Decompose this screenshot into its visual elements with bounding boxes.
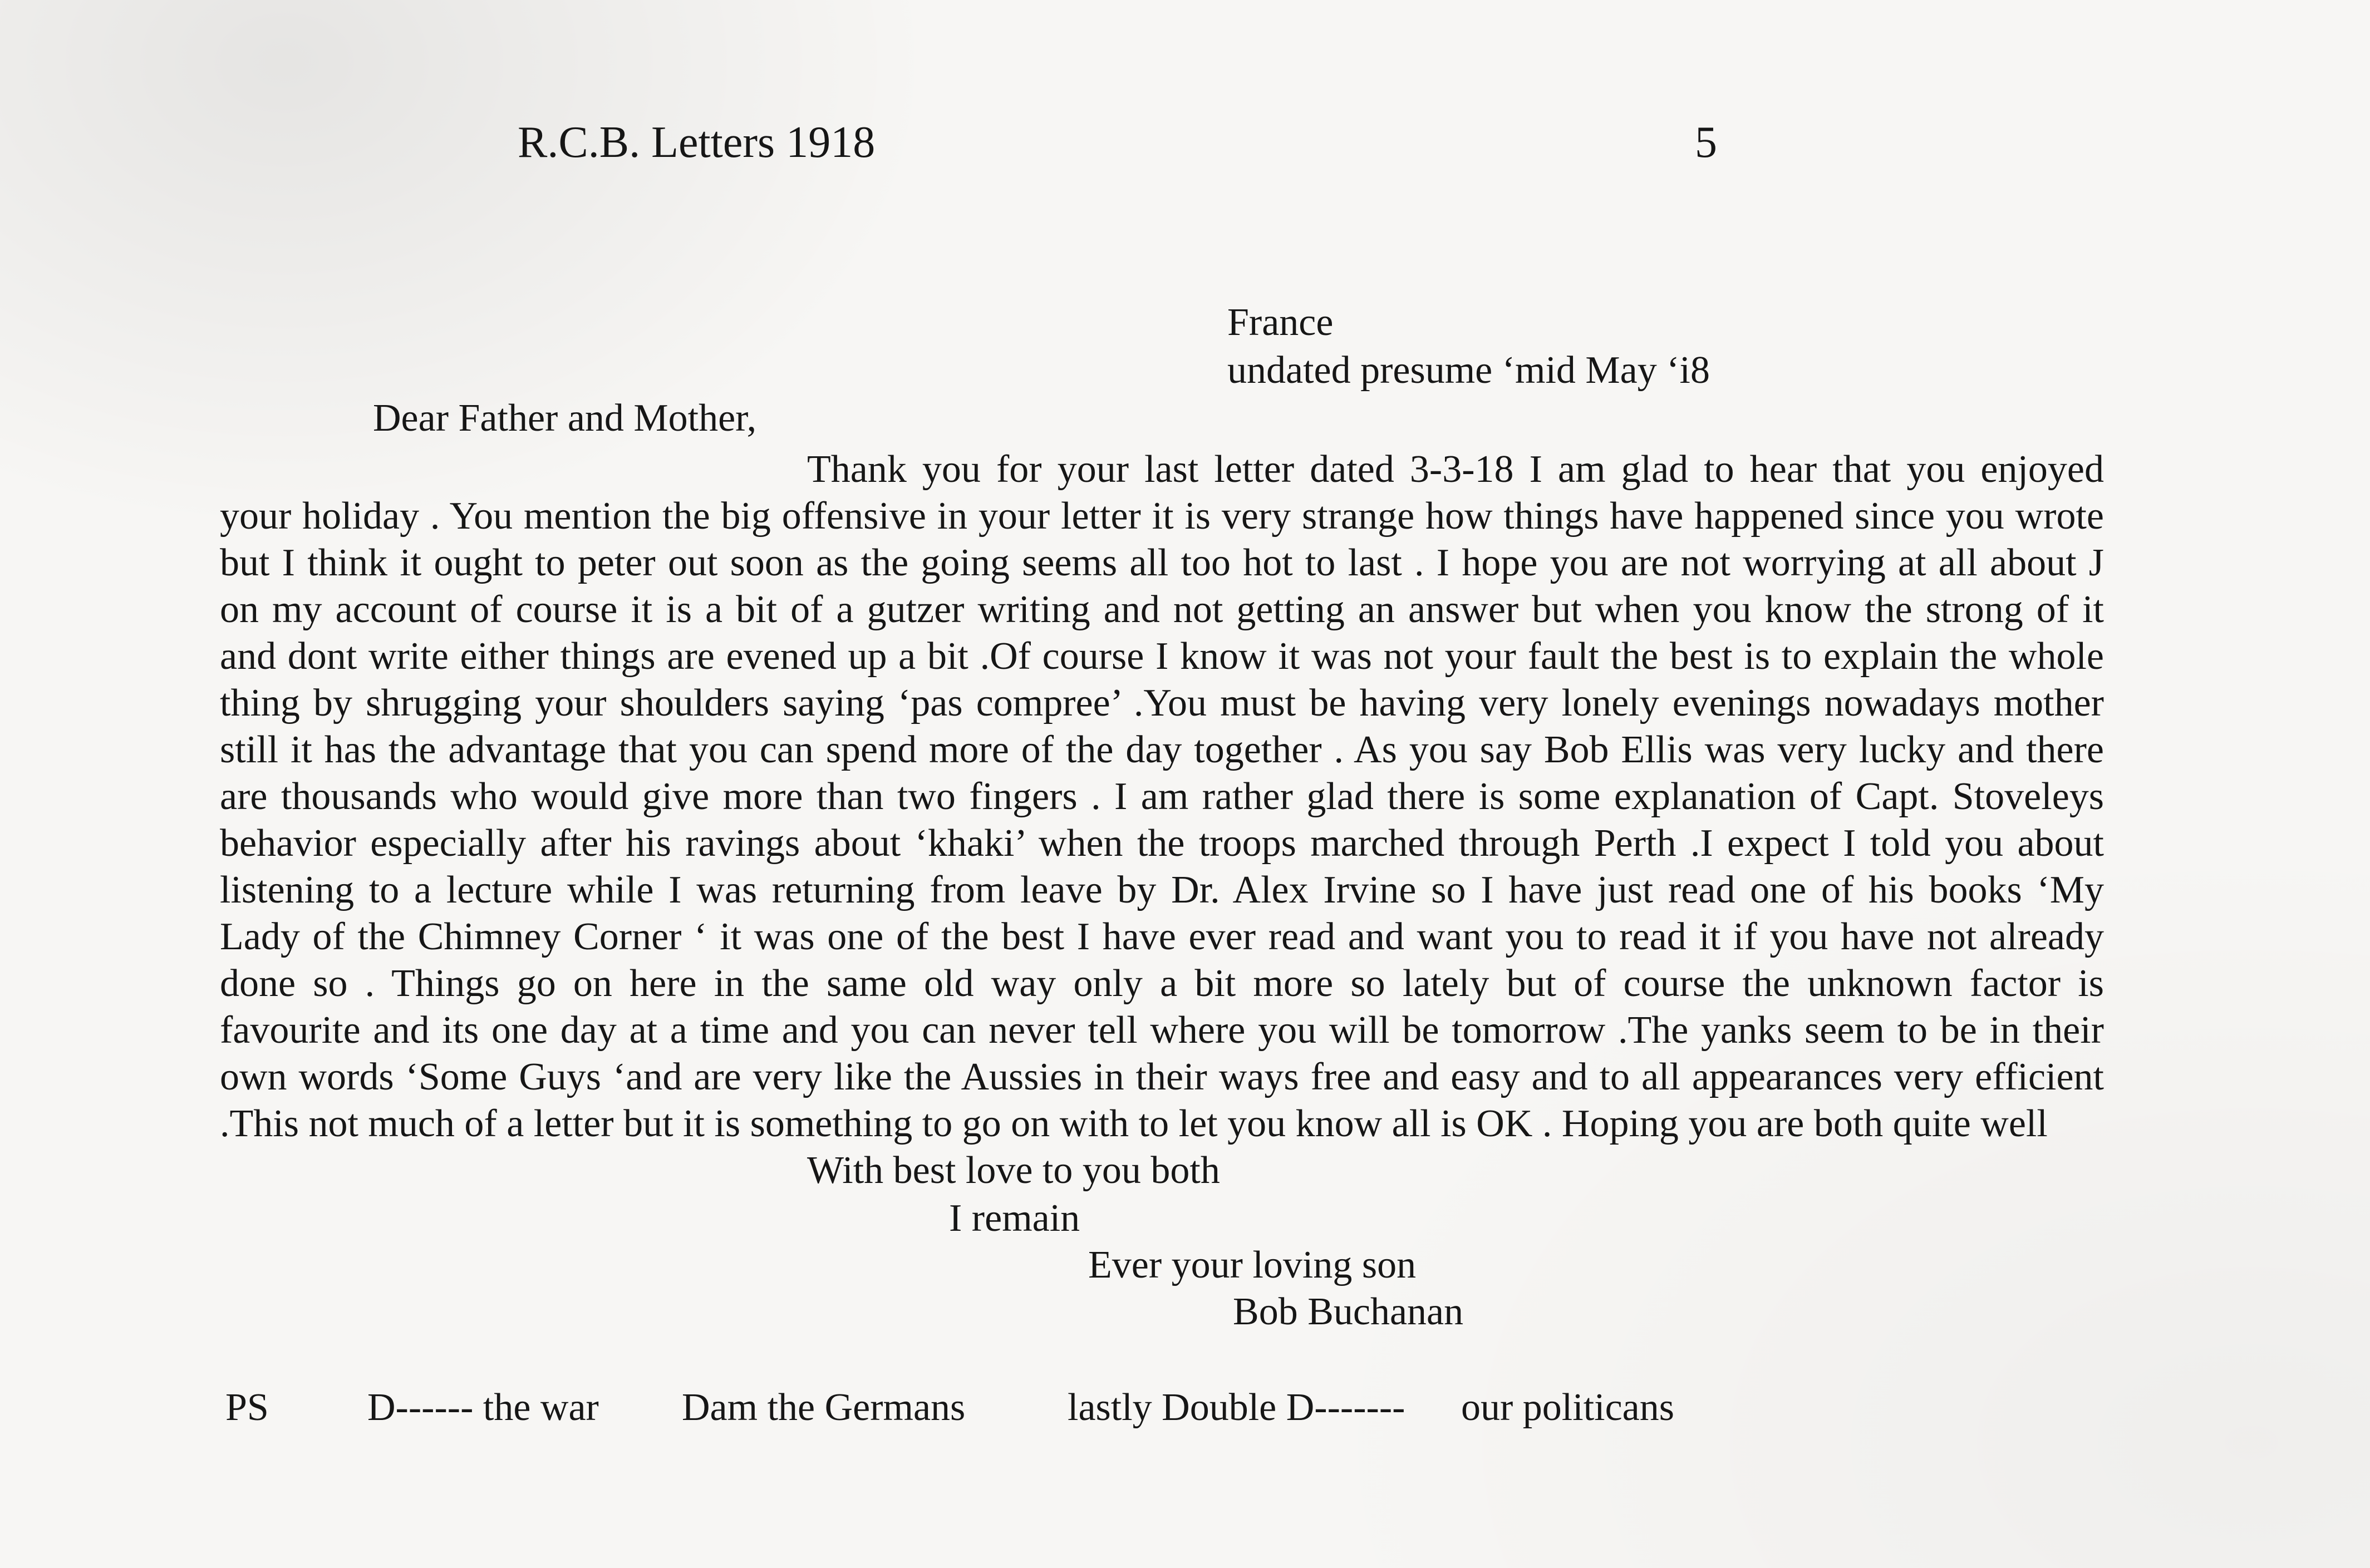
letter-place: France xyxy=(1227,301,1334,344)
postscript-label: PS xyxy=(225,1386,269,1429)
letter-body-line-1: Thank you for your last letter dated 3-3-18 I am glad to hear that you enjoyed xyxy=(807,448,2104,491)
postscript-part-2: Dam the Germans xyxy=(682,1386,966,1429)
postscript-part-3: lastly Double D------- xyxy=(1068,1386,1405,1429)
letter-body-line-10: listening to a lecture while I was returning from leave by Dr. Alex Irvine so I have just read one of his books ‘My xyxy=(220,869,2104,911)
letter-body-line-15: .This not much of a letter but it is something to go on with to let you know all is OK . Hoping you are both quite well xyxy=(220,1102,2048,1145)
letter-body-line-14: own words ‘Some Guys ‘and are very like the Aussies in their ways free and easy and to all appearances very efficient xyxy=(220,1056,2104,1098)
postscript-part-4: our politicans xyxy=(1461,1386,1674,1429)
document-title: R.C.B. Letters 1918 xyxy=(518,118,876,167)
letter-body-line-8: are thousands who would give more than two fingers . I am rather glad there is some explanation of Capt. Stoveleys xyxy=(220,775,2104,818)
letter-body-line-4: on my account of course it is a bit of a gutzer writing and not getting an answer but when you know the strong of it xyxy=(220,588,2104,631)
letter-closing-love: With best love to you both xyxy=(807,1149,1220,1192)
letter-body-line-7: still it has the advantage that you can spend more of the day together . As you say Bob Ellis was very lucky and there xyxy=(220,728,2104,771)
letter-body-line-13: favourite and its one day at a time and you can never tell where you will be tomorrow .The yanks seem to be in their xyxy=(220,1009,2104,1052)
letter-body-line-11: Lady of the Chimney Corner ‘ it was one of the best I have ever read and want you to read it if you have not already xyxy=(220,915,2104,958)
letter-body-line-5: and dont write either things are evened up a bit .Of course I know it was not your fault the best is to explain the whole xyxy=(220,635,2104,678)
page-number: 5 xyxy=(1695,118,1717,167)
letter-body-line-12: done so . Things go on here in the same old way only a bit more so lately but of course the unknown factor is xyxy=(220,962,2104,1005)
letter-body-line-9: behavior especially after his ravings about ‘khaki’ when the troops marched through Perth .I expect I told you about xyxy=(220,822,2104,865)
postscript-part-1: D------ the war xyxy=(367,1386,599,1429)
letter-body-line-2: your holiday . You mention the big offensive in your letter it is very strange how things have happened since you wrote xyxy=(220,495,2104,538)
letter-salutation: Dear Father and Mother, xyxy=(373,397,757,440)
letter-body-line-3: but I think it ought to peter out soon as the going seems all too hot to last . I hope you are not worrying at all about J xyxy=(220,541,2104,584)
letter-date: undated presume ‘mid May ‘i8 xyxy=(1227,349,1710,392)
letter-body-line-6: thing by shrugging your shoulders saying ‘pas compree’ .You must be having very lonely evenings nowadays mother xyxy=(220,682,2104,724)
letter-closing-son: Ever your loving son xyxy=(1088,1244,1417,1286)
letter-signature: Bob Buchanan xyxy=(1233,1290,1464,1333)
letter-closing-remain: I remain xyxy=(949,1197,1080,1240)
